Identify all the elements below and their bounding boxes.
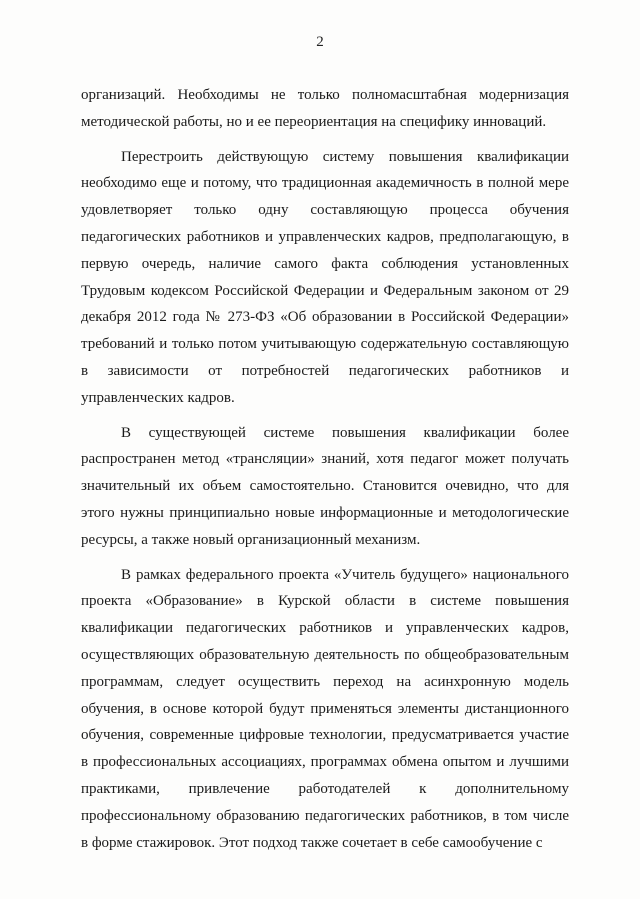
document-body: [81, 82, 569, 864]
paragraph-federal-project: В рамках федерального проекта «Учитель будущего» национального проекта «Образование» в Курской области в системе повышения квалификации педагогических работников и управленческих кадров, осуществляющих образовательную деятельность по общеобразовательным программам, следует осуществить переход на асинхронную модель обучения, в основе которой будут применяться элементы дистанционного обучения, современные цифровые технологии, предусматривается участие в профессиональных ассоциациях, программах обмена опытом и лучшими практиками, привлечение работодателей к дополнительному профессиональному образованию педагогических работников, в том числе в форме стажировок. Этот подход также сочетает в себе самообучение с: [81, 566, 569, 851]
page-number: 2: [316, 34, 324, 50]
paragraph-qualification-system: Перестроить действующую систему повышения квалификации необходимо еще и потому, что традиционная академичность в полной мере удовлетворяет только одну составляющую процесса обучения педагогических работников и управленческих кадров, предполагающую, в первую очередь, наличие самого факта соблюдения установленных Трудовым кодексом Российской Федерации и Федеральным законом от 29 декабря 2012 года № 273-ФЗ «Об образовании в Российской Федерации» требований и только потом учитывающую содержательную составляющую в зависимости от потребностей педагогических работников и управленческих кадров.: [81, 148, 569, 406]
paragraph-translation-method: В существующей системе повышения квалификации более распространен метод «трансляции» знаний, хотя педагог может получать значительный их объем самостоятельно. Становится очевидно, что для этого нужны принципиально новые информационные и методологические ресурсы, а также новый организационный механизм.: [81, 424, 569, 548]
paragraph-continuation: организаций. Необходимы не только полномасштабная модернизация методической работы, но и ее переориентация на специфику инноваций.: [81, 87, 569, 130]
